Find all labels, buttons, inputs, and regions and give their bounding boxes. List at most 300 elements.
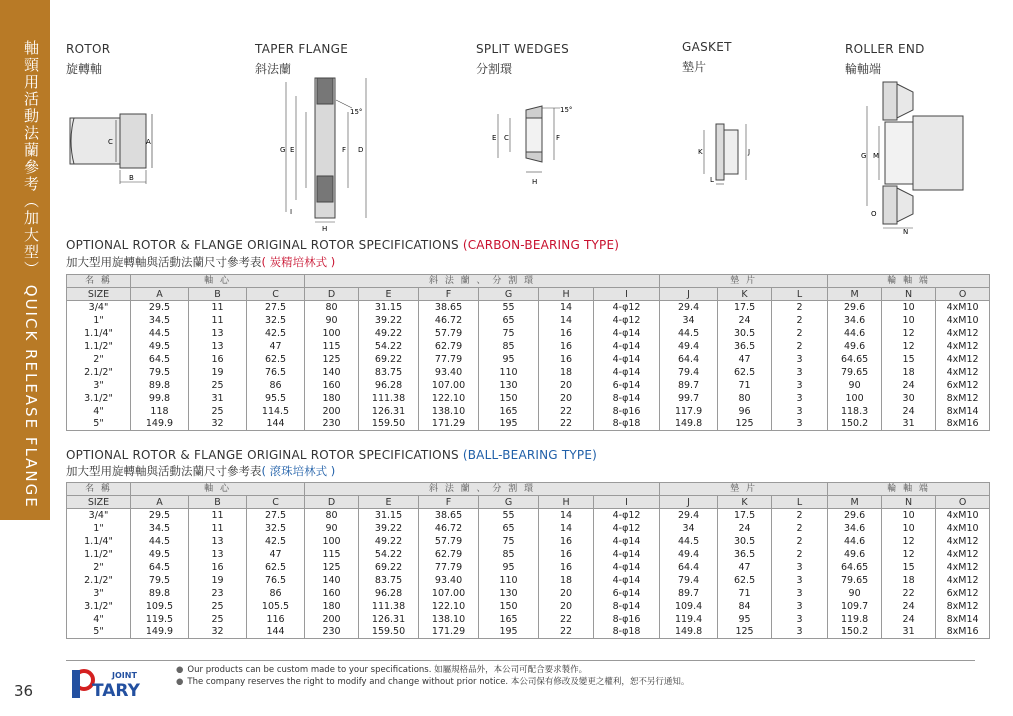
gasket-drawing <box>690 118 760 190</box>
table-cell: 65 <box>479 522 539 535</box>
table-cell: 4-φ12 <box>594 301 660 314</box>
part-label-en: ROLLER END <box>845 42 925 56</box>
table-cell: 6xM12 <box>936 587 990 600</box>
table-cell: 90 <box>828 379 882 392</box>
table-cell: 109.4 <box>660 600 718 613</box>
table-cell: 144 <box>247 418 305 431</box>
table-row <box>67 405 990 418</box>
table-cell: 12 <box>882 327 936 340</box>
table-cell: 1.1/4" <box>67 327 131 340</box>
table-cell: 16 <box>189 353 247 366</box>
table-cell: 4-φ14 <box>594 366 660 379</box>
part-label-zh: 旋轉軸 <box>66 62 103 76</box>
footer-divider <box>66 660 975 661</box>
table-cell: 3" <box>67 587 131 600</box>
table-cell: 4" <box>67 613 131 626</box>
table-cell: 34.6 <box>828 522 882 535</box>
table-cell: 13 <box>189 535 247 548</box>
table-cell: 126.31 <box>359 613 419 626</box>
table-cell: 125 <box>305 353 359 366</box>
table-cell: 1" <box>67 314 131 327</box>
table-cell: 4xM12 <box>936 548 990 561</box>
table-cell: 195 <box>479 418 539 431</box>
table-cell: 116 <box>247 613 305 626</box>
part-label-zh: 輪軸端 <box>845 62 882 76</box>
table-cell: 119.4 <box>660 613 718 626</box>
table-cell: 5" <box>67 626 131 639</box>
table-cell: 24 <box>718 522 772 535</box>
table-cell: 2 <box>772 509 828 522</box>
part-label-en: SPLIT WEDGES <box>476 42 570 56</box>
gasket-label-k: K <box>698 148 703 156</box>
table-cell: 3 <box>772 613 828 626</box>
roller-label-g: G <box>861 152 867 160</box>
column-header: J <box>660 496 718 509</box>
table-cell: 4-φ14 <box>594 535 660 548</box>
table-cell: 44.5 <box>131 535 189 548</box>
table-cell: 89.8 <box>131 587 189 600</box>
column-header: SIZE <box>67 288 131 301</box>
table-cell: 47 <box>247 548 305 561</box>
table-cell: 44.6 <box>828 535 882 548</box>
table-cell: 57.79 <box>419 535 479 548</box>
table-cell: 105.5 <box>247 600 305 613</box>
table-cell: 24 <box>882 379 936 392</box>
table-row <box>67 353 990 366</box>
table-cell: 8xM14 <box>936 613 990 626</box>
table-cell: 89.7 <box>660 587 718 600</box>
page-number: 36 <box>14 682 34 700</box>
table-cell: 4xM12 <box>936 353 990 366</box>
table-cell: 2 <box>772 522 828 535</box>
table-cell: 47 <box>247 340 305 353</box>
table-row <box>67 327 990 340</box>
taper-label-e: E <box>290 146 295 154</box>
table-cell: 29.6 <box>828 509 882 522</box>
table-cell: 44.5 <box>660 535 718 548</box>
table-cell: 2" <box>67 353 131 366</box>
table-cell: 79.65 <box>828 574 882 587</box>
gasket-label-l: L <box>710 176 714 184</box>
table-cell: 3 <box>772 353 828 366</box>
table-cell: 138.10 <box>419 405 479 418</box>
table-cell: 3 <box>772 379 828 392</box>
table-cell: 4-φ14 <box>594 340 660 353</box>
table-cell: 4-φ12 <box>594 509 660 522</box>
table-cell: 49.5 <box>131 340 189 353</box>
table-cell: 200 <box>305 405 359 418</box>
split-label-angle: 15° <box>560 106 573 114</box>
table-cell: 149.9 <box>131 418 189 431</box>
table-cell: 100 <box>305 327 359 340</box>
table-row <box>67 587 990 600</box>
table-cell: 100 <box>828 392 882 405</box>
table-cell: 171.29 <box>419 418 479 431</box>
column-header: B <box>189 288 247 301</box>
table-cell: 195 <box>479 626 539 639</box>
column-header: L <box>772 496 828 509</box>
table-row <box>67 522 990 535</box>
table-cell: 77.79 <box>419 353 479 366</box>
table-cell: 180 <box>305 600 359 613</box>
part-label-en: TAPER FLANGE <box>255 42 349 56</box>
rotor-label-b: B <box>129 174 134 182</box>
table-cell: 65 <box>479 314 539 327</box>
ball-section-subtitle <box>66 463 335 479</box>
table-cell: 8xM16 <box>936 418 990 431</box>
group-header: 墊 片 <box>660 483 828 496</box>
split-label-h: H <box>532 178 538 186</box>
column-header: A <box>131 288 189 301</box>
group-header: 墊 片 <box>660 275 828 288</box>
table-cell: 76.5 <box>247 366 305 379</box>
table-cell: 79.5 <box>131 574 189 587</box>
table-cell: 49.4 <box>660 340 718 353</box>
table-row <box>67 418 990 431</box>
table-cell: 118.3 <box>828 405 882 418</box>
table-cell: 122.10 <box>419 392 479 405</box>
table-cell: 8xM16 <box>936 626 990 639</box>
table-row <box>67 600 990 613</box>
table-cell: 90 <box>305 314 359 327</box>
table-cell: 4" <box>67 405 131 418</box>
table-cell: 4-φ14 <box>594 548 660 561</box>
table-cell: 69.22 <box>359 561 419 574</box>
table-cell: 10 <box>882 314 936 327</box>
rotor-label-a: A <box>146 138 151 146</box>
company-logo <box>68 666 168 700</box>
column-header: O <box>936 496 990 509</box>
table-cell: 20 <box>539 392 594 405</box>
rotor-label-c: C <box>108 138 113 146</box>
table-cell: 4xM10 <box>936 301 990 314</box>
table-cell: 75 <box>479 535 539 548</box>
sidebar <box>0 0 50 716</box>
table-cell: 8-φ16 <box>594 613 660 626</box>
table-cell: 30.5 <box>718 327 772 340</box>
table-cell: 34.6 <box>828 314 882 327</box>
table-cell: 1.1/2" <box>67 340 131 353</box>
part-label-zh: 分割環 <box>476 62 513 76</box>
table-cell: 25 <box>189 600 247 613</box>
column-header: F <box>419 496 479 509</box>
table-cell: 3/4" <box>67 509 131 522</box>
table-cell: 2.1/2" <box>67 574 131 587</box>
column-header: L <box>772 288 828 301</box>
table-cell: 24 <box>882 600 936 613</box>
table-cell: 16 <box>539 340 594 353</box>
table-row <box>67 379 990 392</box>
table-cell: 4xM12 <box>936 535 990 548</box>
table-cell: 32 <box>189 418 247 431</box>
table-cell: 12 <box>882 548 936 561</box>
table-cell: 19 <box>189 574 247 587</box>
table-row <box>67 548 990 561</box>
group-header: 軸 心 <box>131 275 305 288</box>
table-cell: 4-φ14 <box>594 353 660 366</box>
table-cell: 93.40 <box>419 574 479 587</box>
table-cell: 25 <box>189 613 247 626</box>
table-cell: 34.5 <box>131 522 189 535</box>
part-roller-end <box>845 42 925 77</box>
table-cell: 30.5 <box>718 535 772 548</box>
taper-label-f: F <box>342 146 347 154</box>
carbon-section-title <box>66 238 619 252</box>
roller-end-drawing <box>855 76 970 236</box>
table-cell: 16 <box>539 535 594 548</box>
part-gasket <box>682 40 732 75</box>
table-cell: 2 <box>772 301 828 314</box>
table-cell: 3.1/2" <box>67 600 131 613</box>
table-cell: 32 <box>189 626 247 639</box>
column-header: E <box>359 496 419 509</box>
column-header: A <box>131 496 189 509</box>
table-cell: 54.22 <box>359 548 419 561</box>
table-cell: 130 <box>479 379 539 392</box>
table-cell: 126.31 <box>359 405 419 418</box>
table-cell: 90 <box>305 522 359 535</box>
table-cell: 3 <box>772 405 828 418</box>
table-cell: 47 <box>718 561 772 574</box>
table-cell: 4xM10 <box>936 522 990 535</box>
table-cell: 29.5 <box>131 301 189 314</box>
taper-label-angle: 15° <box>350 108 363 116</box>
table-cell: 80 <box>305 509 359 522</box>
table-cell: 29.4 <box>660 509 718 522</box>
table-cell: 17.5 <box>718 509 772 522</box>
table-cell: 24 <box>718 314 772 327</box>
table-cell: 62.5 <box>247 561 305 574</box>
roller-label-m: M <box>873 152 880 160</box>
table-cell: 15 <box>882 561 936 574</box>
table-cell: 16 <box>539 548 594 561</box>
table-cell: 16 <box>539 561 594 574</box>
table-cell: 80 <box>305 301 359 314</box>
table-cell: 159.50 <box>359 418 419 431</box>
table-cell: 150.2 <box>828 418 882 431</box>
table-cell: 44.5 <box>660 327 718 340</box>
table-row <box>67 340 990 353</box>
column-header: C <box>247 496 305 509</box>
table-cell: 24 <box>882 613 936 626</box>
table-cell: 150 <box>479 392 539 405</box>
table-cell: 25 <box>189 405 247 418</box>
table-cell: 71 <box>718 587 772 600</box>
table-cell: 22 <box>539 418 594 431</box>
table-cell: 11 <box>189 522 247 535</box>
table-cell: 4xM10 <box>936 509 990 522</box>
column-header: E <box>359 288 419 301</box>
carbon-sub-main: 加大型用旋轉軸與活動法蘭尺寸參考表 <box>66 255 262 269</box>
column-header: K <box>718 288 772 301</box>
table-cell: 44.6 <box>828 327 882 340</box>
table-cell: 29.6 <box>828 301 882 314</box>
table-cell: 95 <box>479 353 539 366</box>
carbon-sub-type: ( 炭精培林式 ) <box>261 255 336 269</box>
table-cell: 90 <box>828 587 882 600</box>
table-cell: 80 <box>718 392 772 405</box>
table-cell: 69.22 <box>359 353 419 366</box>
table-cell: 122.10 <box>419 600 479 613</box>
table-cell: 71 <box>718 379 772 392</box>
ball-title-main: OPTIONAL ROTOR & FLANGE ORIGINAL ROTOR SPECIFICATIONS <box>66 448 463 462</box>
table-cell: 54.22 <box>359 340 419 353</box>
table-cell: 4-φ14 <box>594 561 660 574</box>
split-label-c: C <box>504 134 509 142</box>
table-cell: 125 <box>718 626 772 639</box>
table-cell: 149.8 <box>660 626 718 639</box>
logo-small-text: JOINT <box>112 671 137 680</box>
table-cell: 119.5 <box>131 613 189 626</box>
table-cell: 13 <box>189 548 247 561</box>
split-label-e: E <box>492 134 497 142</box>
table-cell: 38.65 <box>419 301 479 314</box>
table-cell: 83.75 <box>359 574 419 587</box>
table-cell: 144 <box>247 626 305 639</box>
table-cell: 34 <box>660 314 718 327</box>
table-cell: 3 <box>772 366 828 379</box>
table-cell: 16 <box>539 327 594 340</box>
table-cell: 27.5 <box>247 509 305 522</box>
table-cell: 62.79 <box>419 548 479 561</box>
group-header: 名 稱 <box>67 483 131 496</box>
table-cell: 79.4 <box>660 366 718 379</box>
table-cell: 39.22 <box>359 314 419 327</box>
table-cell: 31.15 <box>359 301 419 314</box>
table-row <box>67 574 990 587</box>
table-cell: 30 <box>882 392 936 405</box>
column-header: B <box>189 496 247 509</box>
table-row <box>67 509 990 522</box>
column-header: F <box>419 288 479 301</box>
table-cell: 32.5 <box>247 314 305 327</box>
table-cell: 111.38 <box>359 600 419 613</box>
table-cell: 180 <box>305 392 359 405</box>
table-cell: 12 <box>882 340 936 353</box>
table-cell: 25 <box>189 379 247 392</box>
table-cell: 14 <box>539 522 594 535</box>
table-cell: 55 <box>479 301 539 314</box>
table-cell: 22 <box>539 626 594 639</box>
table-cell: 38.65 <box>419 509 479 522</box>
column-header: H <box>539 288 594 301</box>
table-cell: 159.50 <box>359 626 419 639</box>
carbon-spec-table <box>66 274 990 431</box>
table-cell: 114.5 <box>247 405 305 418</box>
ball-spec-table <box>66 482 990 639</box>
table-cell: 5" <box>67 418 131 431</box>
table-row <box>67 366 990 379</box>
column-header: D <box>305 288 359 301</box>
table-cell: 31 <box>189 392 247 405</box>
table-cell: 96.28 <box>359 587 419 600</box>
table-cell: 1.1/2" <box>67 548 131 561</box>
table-cell: 160 <box>305 379 359 392</box>
table-cell: 107.00 <box>419 379 479 392</box>
table-cell: 6-φ14 <box>594 587 660 600</box>
table-cell: 96.28 <box>359 379 419 392</box>
carbon-title-type: (CARBON-BEARING TYPE) <box>462 238 620 252</box>
table-cell: 62.79 <box>419 340 479 353</box>
table-row <box>67 301 990 314</box>
table-cell: 125 <box>305 561 359 574</box>
table-cell: 4-φ14 <box>594 574 660 587</box>
table-cell: 15 <box>882 353 936 366</box>
part-label-zh: 墊片 <box>682 60 707 74</box>
table-cell: 2 <box>772 535 828 548</box>
table-cell: 8-φ14 <box>594 600 660 613</box>
table-cell: 130 <box>479 587 539 600</box>
table-cell: 22 <box>882 587 936 600</box>
column-header: N <box>882 288 936 301</box>
table-cell: 84 <box>718 600 772 613</box>
table-cell: 4-φ14 <box>594 327 660 340</box>
table-cell: 49.22 <box>359 327 419 340</box>
table-cell: 115 <box>305 340 359 353</box>
table-cell: 16 <box>539 353 594 366</box>
group-header: 名 稱 <box>67 275 131 288</box>
table-row <box>67 561 990 574</box>
table-cell: 119.8 <box>828 613 882 626</box>
table-cell: 2 <box>772 327 828 340</box>
table-cell: 39.22 <box>359 522 419 535</box>
table-cell: 64.5 <box>131 353 189 366</box>
table-cell: 46.72 <box>419 522 479 535</box>
table-cell: 55 <box>479 509 539 522</box>
table-cell: 29.4 <box>660 301 718 314</box>
table-cell: 149.9 <box>131 626 189 639</box>
sidebar-band <box>0 0 50 520</box>
table-cell: 3" <box>67 379 131 392</box>
ball-section-title <box>66 448 597 462</box>
table-cell: 13 <box>189 340 247 353</box>
ball-sub-main: 加大型用旋轉軸與活動法蘭尺寸參考表 <box>66 464 262 478</box>
carbon-title-main: OPTIONAL ROTOR & FLANGE ORIGINAL ROTOR SPECIFICATIONS <box>66 238 463 252</box>
table-cell: 160 <box>305 587 359 600</box>
split-wedges-drawing <box>480 100 590 195</box>
gasket-label-j: J <box>748 148 751 156</box>
taper-flange-drawing <box>270 72 380 234</box>
table-cell: 49.6 <box>828 548 882 561</box>
part-rotor <box>66 42 110 77</box>
table-cell: 14 <box>539 314 594 327</box>
table-cell: 20 <box>539 600 594 613</box>
table-cell: 2.1/2" <box>67 366 131 379</box>
table-cell: 6-φ14 <box>594 379 660 392</box>
group-header: 軸 心 <box>131 483 305 496</box>
table-cell: 3 <box>772 587 828 600</box>
column-header: G <box>479 288 539 301</box>
column-header: G <box>479 496 539 509</box>
column-header: K <box>718 496 772 509</box>
table-cell: 140 <box>305 366 359 379</box>
table-cell: 44.5 <box>131 327 189 340</box>
table-cell: 47 <box>718 353 772 366</box>
table-cell: 2 <box>772 548 828 561</box>
table-cell: 3 <box>772 574 828 587</box>
table-cell: 31 <box>882 626 936 639</box>
table-cell: 6xM12 <box>936 379 990 392</box>
table-cell: 150 <box>479 600 539 613</box>
table-cell: 3/4" <box>67 301 131 314</box>
table-cell: 8xM12 <box>936 600 990 613</box>
logo-big-text: TARY <box>92 681 140 700</box>
footer <box>66 660 975 700</box>
table-cell: 107.00 <box>419 587 479 600</box>
column-header: J <box>660 288 718 301</box>
part-split-wedges <box>476 42 569 77</box>
column-header: M <box>828 288 882 301</box>
